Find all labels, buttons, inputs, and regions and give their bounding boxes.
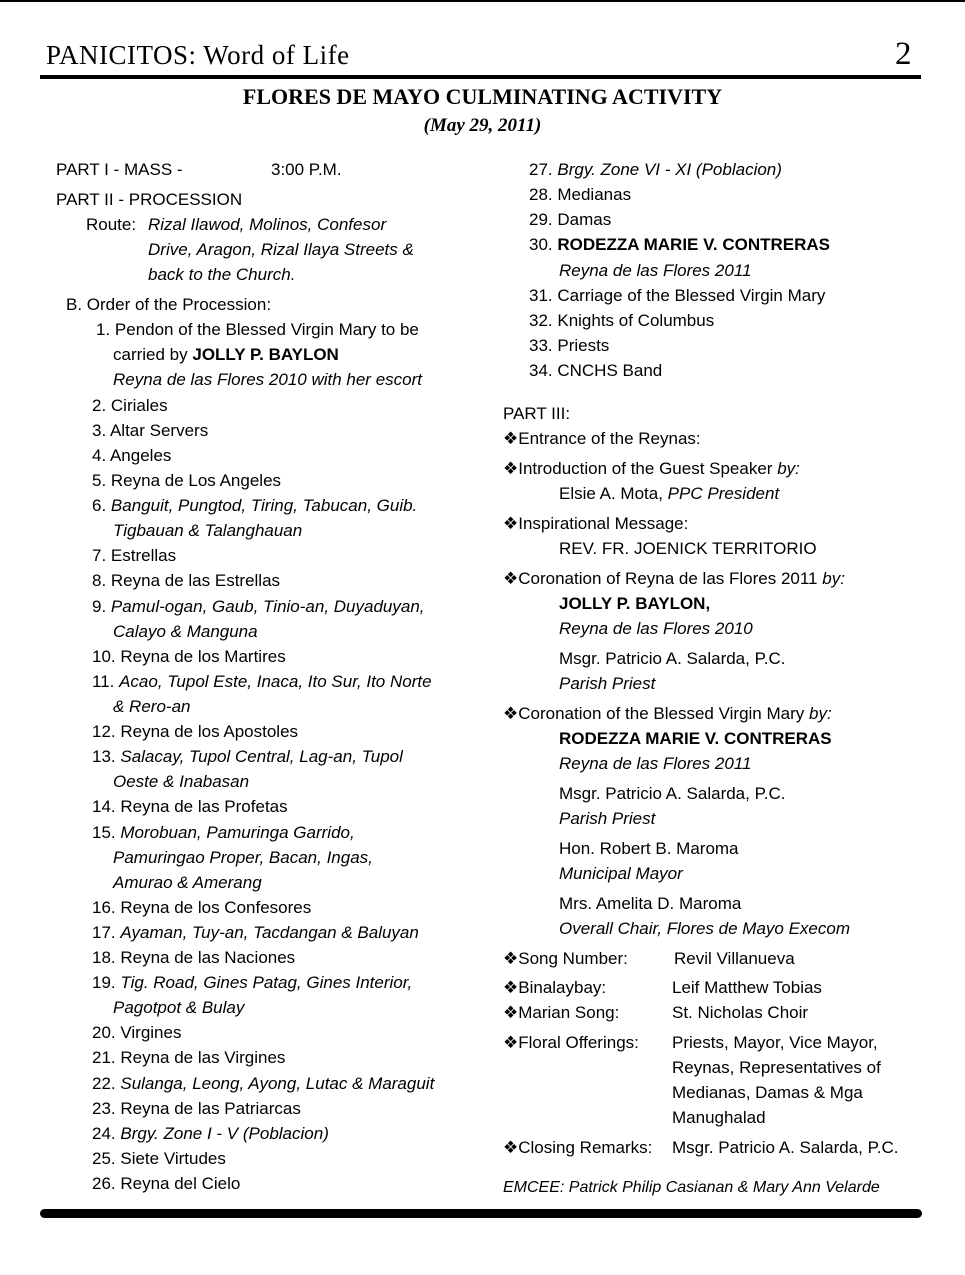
list-item: 20. Virgines: [92, 1023, 182, 1042]
item-number: 9.: [92, 597, 111, 616]
program-label: Marian Song:: [518, 1003, 620, 1022]
item-number: 24.: [92, 1124, 121, 1143]
person-name: REV. FR. JOENICK TERRITORIO: [559, 539, 817, 558]
diamond-bullet-icon: ❖: [503, 1003, 519, 1022]
route-label: Route:: [86, 215, 137, 234]
list-item: [92, 970, 412, 995]
list-item: Reyna de las Flores 2010 with her escort: [113, 370, 422, 389]
list-item: 2. Ciriales: [92, 396, 168, 415]
program-text: Inspirational Message:: [518, 514, 689, 533]
list-item: Oeste & Inabasan: [113, 772, 250, 791]
program-value: Msgr. Patricio A. Salarda, P.C.: [672, 1138, 899, 1157]
part2-label: PART II - PROCESSION: [56, 190, 243, 209]
program-item: [503, 426, 701, 451]
list-item: [529, 157, 782, 182]
list-item: [113, 342, 339, 367]
item-number: 27.: [529, 160, 558, 179]
list-item: [92, 820, 355, 845]
person-title: Reyna de las Flores 2010: [559, 619, 753, 638]
diamond-bullet-icon: ❖: [503, 1033, 519, 1052]
list-item: 14. Reyna de las Profetas: [92, 797, 288, 816]
route-line: Rizal Ilawod, Molinos, Confesor: [148, 215, 387, 234]
item-text: Tig. Road, Gines Patag, Gines Interior,: [120, 973, 413, 992]
list-item: 18. Reyna de las Naciones: [92, 948, 296, 967]
header-rule: [40, 75, 921, 79]
person-title: Overall Chair, Flores de Mayo Execom: [559, 919, 850, 938]
list-item: 3. Altar Servers: [92, 421, 209, 440]
program-label: Binalaybay:: [518, 978, 607, 997]
list-item: [92, 493, 417, 518]
list-item: 28. Medianas: [529, 185, 632, 204]
route-line: back to the Church.: [148, 265, 296, 284]
item-number: 6.: [92, 496, 111, 515]
program-person: [559, 481, 779, 506]
diamond-bullet-icon: ❖: [503, 459, 519, 478]
item-text: Ayaman, Tuy-an, Tacdangan & Baluyan: [120, 923, 419, 942]
emcee-line: EMCEE: Patrick Philip Casianan & Mary Ann Velarde: [503, 1179, 880, 1196]
person-title: Municipal Mayor: [559, 864, 683, 883]
person-name: RODEZZA MARIE V. CONTRERAS: [559, 729, 832, 748]
program-item: [503, 456, 800, 481]
list-item: 16. Reyna de los Confesores: [92, 898, 312, 917]
list-item: [92, 920, 419, 945]
item-number: 13.: [92, 747, 121, 766]
list-item: Amurao & Amerang: [113, 873, 262, 892]
program-value: St. Nicholas Choir: [672, 1003, 809, 1022]
person-title: Reyna de las Flores 2011: [559, 754, 752, 773]
by-label: by:: [808, 704, 832, 723]
diamond-bullet-icon: ❖: [503, 569, 519, 588]
diamond-bullet-icon: ❖: [503, 514, 519, 533]
item-number: 15.: [92, 823, 121, 842]
item-text: Pamul-ogan, Gaub, Tinio-an, Duyaduyan,: [110, 597, 425, 616]
item-number: 19.: [92, 973, 121, 992]
program-item: [503, 1030, 639, 1055]
list-item: 31. Carriage of the Blessed Virgin Mary: [529, 286, 826, 305]
list-item: Pamuringao Proper, Bacan, Ingas,: [113, 848, 373, 867]
list-item: [92, 1121, 329, 1146]
list-item: Pagotpot & Bulay: [113, 998, 245, 1017]
program-value: Leif Matthew Tobias: [672, 978, 822, 997]
route-line: Drive, Aragon, Rizal Ilaya Streets &: [148, 240, 414, 259]
list-item: [92, 669, 432, 694]
item-text: Brgy. Zone VI - XI (Poblacion): [557, 160, 782, 179]
list-item: 32. Knights of Columbus: [529, 311, 715, 330]
person-name: JOLLY P. BAYLON,: [559, 594, 711, 613]
person-title: PPC President: [667, 484, 780, 503]
program-item: [503, 566, 845, 591]
diamond-bullet-icon: ❖: [503, 1138, 519, 1157]
list-item: [92, 1071, 434, 1096]
list-item: 34. CNCHS Band: [529, 361, 663, 380]
list-item: 26. Reyna del Cielo: [92, 1174, 241, 1193]
item-text: carried by: [113, 345, 193, 364]
list-item: 33. Priests: [529, 336, 610, 355]
person-title: Parish Priest: [559, 809, 656, 828]
list-item: 4. Angeles: [92, 446, 172, 465]
list-item: 25. Siete Virtudes: [92, 1149, 226, 1168]
program-text: Coronation of Reyna de las Flores 2011: [518, 569, 823, 588]
part1-label: PART I - MASS -: [56, 160, 183, 179]
program-text: Introduction of the Guest Speaker: [518, 459, 778, 478]
program-text: Coronation of the Blessed Virgin Mary: [518, 704, 809, 723]
program-item: [503, 1135, 652, 1160]
program-value: Priests, Mayor, Vice Mayor,: [672, 1033, 878, 1052]
item-name: JOLLY P. BAYLON: [192, 345, 339, 364]
item-name: RODEZZA MARIE V. CONTRERAS: [557, 235, 831, 254]
part1-time: 3:00 P.M.: [271, 160, 342, 179]
program-value: Manughalad: [672, 1108, 766, 1127]
list-item: Reyna de las Flores 2011: [559, 261, 752, 280]
diamond-bullet-icon: ❖: [503, 429, 519, 448]
program-label: Closing Remarks:: [518, 1138, 653, 1157]
item-text: Banguit, Pungtod, Tiring, Tabucan, Guib.: [110, 496, 418, 515]
program-item: [503, 1000, 619, 1025]
item-text: Morobuan, Pamuringa Garrido,: [120, 823, 355, 842]
person-name: Mrs. Amelita D. Maroma: [559, 894, 742, 913]
part3-label: PART III:: [503, 404, 571, 423]
list-item: 21. Reyna de las Virgines: [92, 1048, 286, 1067]
program-text: Entrance of the Reynas:: [518, 429, 701, 448]
program-item: [503, 946, 628, 971]
order-label: B. Order of the Procession:: [66, 295, 272, 314]
program-item: [503, 511, 688, 536]
page-number: 2: [895, 36, 912, 72]
diamond-bullet-icon: ❖: [503, 978, 519, 997]
top-border: [0, 0, 965, 2]
list-item: [92, 744, 403, 769]
person-name: Msgr. Patricio A. Salarda, P.C.: [559, 649, 786, 668]
list-item: [92, 594, 425, 619]
item-number: 30.: [529, 235, 558, 254]
program-value: Revil Villanueva: [674, 949, 795, 968]
by-label: by:: [822, 569, 845, 588]
item-text: Acao, Tupol Este, Inaca, Ito Sur, Ito Norte: [119, 672, 432, 691]
person-name: Msgr. Patricio A. Salarda, P.C.: [559, 784, 786, 803]
list-item: 5. Reyna de Los Angeles: [92, 471, 282, 490]
diamond-bullet-icon: ❖: [503, 949, 519, 968]
person-name: Elsie A. Mota,: [559, 484, 668, 503]
list-item: 23. Reyna de las Patriarcas: [92, 1099, 301, 1118]
item-number: 22.: [92, 1074, 121, 1093]
by-label: by:: [777, 459, 800, 478]
item-text: Salacay, Tupol Central, Lag-an, Tupol: [120, 747, 403, 766]
program-value: Medianas, Damas & Mga: [672, 1083, 863, 1102]
item-number: 17.: [92, 923, 121, 942]
document-title: FLORES DE MAYO CULMINATING ACTIVITY: [242, 84, 723, 109]
list-item: Calayo & Manguna: [113, 622, 258, 641]
program-item: [503, 701, 832, 726]
list-item: 29. Damas: [529, 210, 612, 229]
list-item: 8. Reyna de las Estrellas: [92, 571, 281, 590]
person-title: Parish Priest: [559, 674, 656, 693]
list-item: & Rero-an: [113, 697, 191, 716]
diamond-bullet-icon: ❖: [503, 704, 519, 723]
footer-rule: [40, 1209, 922, 1218]
program-item: [503, 975, 606, 1000]
newsletter-title: PANICITOS: Word of Life: [46, 40, 350, 70]
person-name: Hon. Robert B. Maroma: [559, 839, 739, 858]
program-value: Reynas, Representatives of: [672, 1058, 881, 1077]
item-text: Sulanga, Leong, Ayong, Lutac & Maraguit: [120, 1074, 435, 1093]
document-date: (May 29, 2011): [423, 115, 542, 136]
program-label: Floral Offerings:: [518, 1033, 639, 1052]
list-item: 12. Reyna de los Apostoles: [92, 722, 299, 741]
program-label: Song Number:: [518, 949, 628, 968]
list-item: 10. Reyna de los Martires: [92, 647, 286, 666]
list-item: 7. Estrellas: [92, 546, 177, 565]
item-text: Brgy. Zone I - V (Poblacion): [120, 1124, 329, 1143]
item-number: 11.: [92, 672, 120, 691]
list-item: [529, 232, 830, 257]
list-item: Tigbauan & Talanghauan: [113, 521, 303, 540]
list-item: 1. Pendon of the Blessed Virgin Mary to be: [96, 320, 419, 339]
